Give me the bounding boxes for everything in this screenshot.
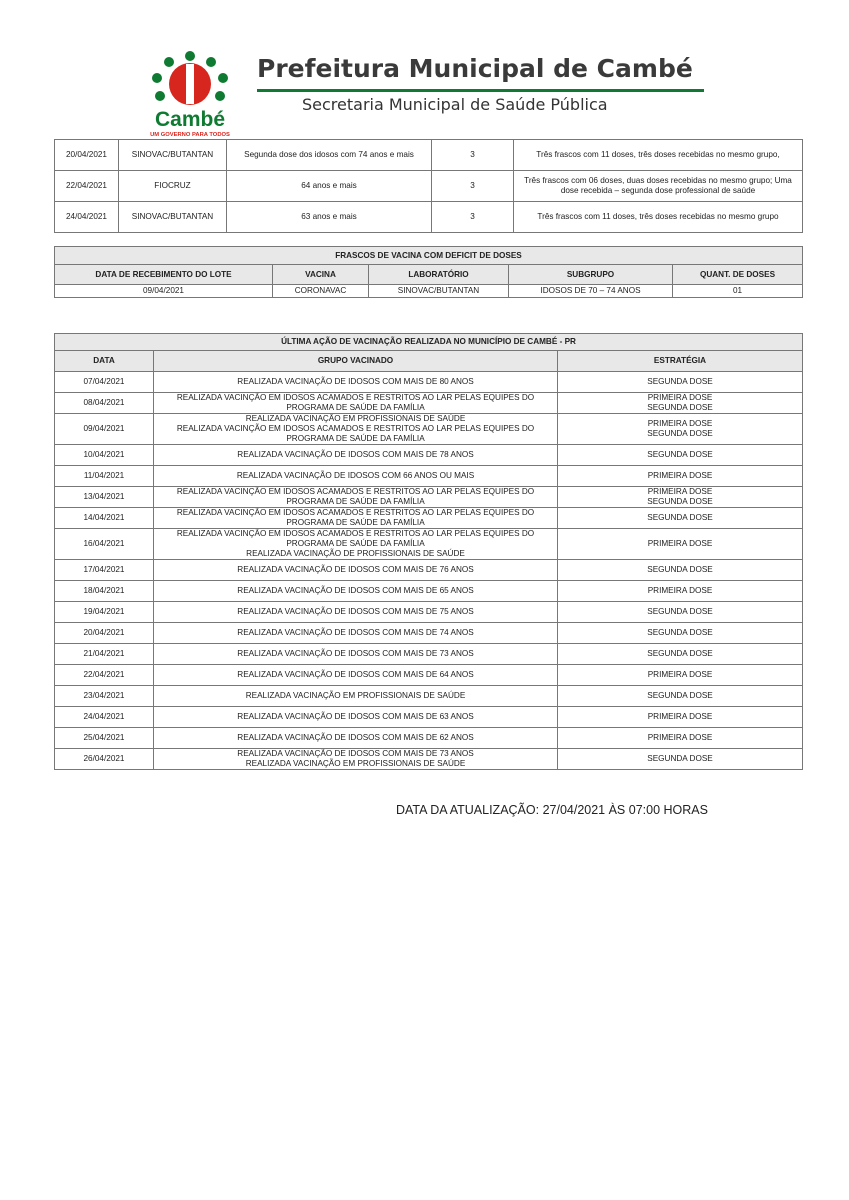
group-cell: REALIZADA VACINAÇÃO DE IDOSOS COM MAIS DE 78 ANOS — [154, 445, 558, 466]
date-cell: 23/04/2021 — [55, 686, 154, 707]
group-cell: REALIZADA VACINAÇÃO DE IDOSOS COM MAIS DE 80 ANOS — [154, 372, 558, 393]
column-header: LABORATÓRIO — [369, 265, 509, 285]
strategy-cell: SEGUNDA DOSE — [558, 644, 803, 665]
group-cell: REALIZADA VACINAÇÃO EM PROFISSIONAIS DE SAÚDE — [154, 686, 558, 707]
lab-cell: SINOVAC/BUTANTAN — [119, 202, 227, 233]
group-cell: 63 anos e mais — [227, 202, 432, 233]
date-cell: 20/04/2021 — [55, 623, 154, 644]
table-row — [55, 728, 803, 749]
lab-cell: FIOCRUZ — [119, 171, 227, 202]
strategy-cell: SEGUNDA DOSE — [558, 372, 803, 393]
date-cell: 14/04/2021 — [55, 508, 154, 529]
group-cell: REALIZADA VACINAÇÃO DE IDOSOS COM MAIS DE 74 ANOS — [154, 623, 558, 644]
date-cell: 07/04/2021 — [55, 372, 154, 393]
vaccination-actions-table — [54, 333, 803, 770]
table-row — [55, 445, 803, 466]
table-cell: IDOSOS DE 70 – 74 ANOS — [509, 285, 673, 298]
group-cell: REALIZADA VACINAÇÃO DE IDOSOS COM MAIS DE 65 ANOS — [154, 581, 558, 602]
group-cell: REALIZADA VACINAÇÃO EM PROFISSIONAIS DE SAÚDE REALIZADA VACINÇÃO EM IDOSOS ACAMADOS E RESTRITOS AO LAR PELAS EQUIPES DO PROGRAMA DE SAÚDE DA FAMÍLIA — [154, 414, 558, 445]
group-cell: REALIZADA VACINÇÃO EM IDOSOS ACAMADOS E RESTRITOS AO LAR PELAS EQUIPES DO PROGRAMA DE SAÚDE DA FAMÍLIA — [154, 487, 558, 508]
table-row — [55, 171, 803, 202]
table-row — [55, 644, 803, 665]
group-cell: REALIZADA VACINAÇÃO DE IDOSOS COM MAIS DE 73 ANOS — [154, 644, 558, 665]
table-row — [55, 686, 803, 707]
title-divider — [257, 89, 704, 92]
date-cell: 25/04/2021 — [55, 728, 154, 749]
strategy-cell: PRIMEIRA DOSE — [558, 581, 803, 602]
strategy-cell: SEGUNDA DOSE — [558, 623, 803, 644]
note-cell: Três frascos com 11 doses, três doses recebidas no mesmo grupo, — [514, 140, 803, 171]
date-cell: 13/04/2021 — [55, 487, 154, 508]
strategy-cell: SEGUNDA DOSE — [558, 602, 803, 623]
date-cell: 24/04/2021 — [55, 707, 154, 728]
update-timestamp: DATA DA ATUALIZAÇÃO: 27/04/2021 ÀS 07:00 HORAS — [396, 803, 708, 817]
date-cell: 17/04/2021 — [55, 560, 154, 581]
date-cell: 16/04/2021 — [55, 529, 154, 560]
strategy-cell: PRIMEIRA DOSE — [558, 728, 803, 749]
strategy-cell: PRIMEIRA DOSE SEGUNDA DOSE — [558, 487, 803, 508]
group-cell: REALIZADA VACINÇÃO EM IDOSOS ACAMADOS E RESTRITOS AO LAR PELAS EQUIPES DO PROGRAMA DE SAÚDE DA FAMÍLIA — [154, 393, 558, 414]
table-row — [55, 623, 803, 644]
date-cell: 22/04/2021 — [55, 665, 154, 686]
date-cell: 11/04/2021 — [55, 466, 154, 487]
strategy-cell: PRIMEIRA DOSE SEGUNDA DOSE — [558, 414, 803, 445]
group-cell: REALIZADA VACINAÇÃO DE IDOSOS COM MAIS DE 64 ANOS — [154, 665, 558, 686]
lab-cell: SINOVAC/BUTANTAN — [119, 140, 227, 171]
strategy-cell: SEGUNDA DOSE — [558, 508, 803, 529]
strategy-cell: SEGUNDA DOSE — [558, 686, 803, 707]
strategy-cell: PRIMEIRA DOSE — [558, 529, 803, 560]
date-cell: 26/04/2021 — [55, 749, 154, 770]
table-row — [55, 508, 803, 529]
strategy-cell: SEGUNDA DOSE — [558, 445, 803, 466]
strategy-cell: PRIMEIRA DOSE — [558, 665, 803, 686]
group-cell: REALIZADA VACINAÇÃO DE IDOSOS COM MAIS DE 75 ANOS — [154, 602, 558, 623]
group-cell: 64 anos e mais — [227, 171, 432, 202]
table-cell: 09/04/2021 — [55, 285, 273, 298]
column-header: GRUPO VACINADO — [154, 351, 558, 372]
page-subtitle: Secretaria Municipal de Saúde Pública — [302, 95, 608, 114]
cambe-logo — [140, 48, 240, 138]
quantity-cell: 3 — [432, 202, 514, 233]
date-cell: 18/04/2021 — [55, 581, 154, 602]
actions-caption: ÚLTIMA AÇÃO DE VACINAÇÃO REALIZADA NO MUNICÍPIO DE CAMBÉ - PR — [55, 334, 803, 351]
note-cell: Três frascos com 06 doses, duas doses recebidas no mesmo grupo; Uma dose recebida – segunda dose professional de saúde — [514, 171, 803, 202]
note-cell: Três frascos com 11 doses, três doses recebidas no mesmo grupo — [514, 202, 803, 233]
group-cell: REALIZADA VACINAÇÃO DE IDOSOS COM MAIS DE 73 ANOS REALIZADA VACINAÇÃO EM PROFISSIONAIS DE SAÚDE — [154, 749, 558, 770]
table-cell: CORONAVAC — [273, 285, 369, 298]
table-row — [55, 560, 803, 581]
table-row — [55, 466, 803, 487]
date-cell: 22/04/2021 — [55, 171, 119, 202]
group-cell: REALIZADA VACINAÇÃO DE IDOSOS COM 66 ANOS OU MAIS — [154, 466, 558, 487]
table-row — [55, 285, 803, 298]
strategy-cell: SEGUNDA DOSE — [558, 749, 803, 770]
page-title: Prefeitura Municipal de Cambé — [257, 54, 693, 83]
column-header: ESTRATÉGIA — [558, 351, 803, 372]
group-cell: REALIZADA VACINAÇÃO DE IDOSOS COM MAIS DE 76 ANOS — [154, 560, 558, 581]
table-row — [55, 393, 803, 414]
table-cell: 01 — [673, 285, 803, 298]
table-row — [55, 749, 803, 770]
group-cell: REALIZADA VACINÇÃO EM IDOSOS ACAMADOS E RESTRITOS AO LAR PELAS EQUIPES DO PROGRAMA DE SAÚDE DA FAMÍLIA REALIZADA VACINAÇÃO DE PROFISSIONAIS DE SAÚDE — [154, 529, 558, 560]
deficit-caption: FRASCOS DE VACINA COM DEFICIT DE DOSES — [55, 247, 803, 265]
table-row — [55, 581, 803, 602]
table-row — [55, 707, 803, 728]
table-row — [55, 140, 803, 171]
column-header: SUBGRUPO — [509, 265, 673, 285]
table-row — [55, 665, 803, 686]
group-cell: Segunda dose dos idosos com 74 anos e mais — [227, 140, 432, 171]
strategy-cell: PRIMEIRA DOSE — [558, 466, 803, 487]
received-doses-table — [54, 139, 803, 233]
strategy-cell: SEGUNDA DOSE — [558, 560, 803, 581]
table-row — [55, 487, 803, 508]
logo-slogan: UM GOVERNO PARA TODOS — [150, 132, 230, 138]
date-cell: 20/04/2021 — [55, 140, 119, 171]
group-cell: REALIZADA VACINAÇÃO DE IDOSOS COM MAIS DE 62 ANOS — [154, 728, 558, 749]
table-row — [55, 602, 803, 623]
group-cell: REALIZADA VACINÇÃO EM IDOSOS ACAMADOS E RESTRITOS AO LAR PELAS EQUIPES DO PROGRAMA DE SAÚDE DA FAMÍLIA — [154, 508, 558, 529]
date-cell: 08/04/2021 — [55, 393, 154, 414]
deficit-table — [54, 246, 803, 298]
date-cell: 19/04/2021 — [55, 602, 154, 623]
table-cell: SINOVAC/BUTANTAN — [369, 285, 509, 298]
quantity-cell: 3 — [432, 140, 514, 171]
quantity-cell: 3 — [432, 171, 514, 202]
table-row — [55, 202, 803, 233]
column-header: QUANT. DE DOSES — [673, 265, 803, 285]
table-row — [55, 372, 803, 393]
strategy-cell: PRIMEIRA DOSE — [558, 707, 803, 728]
column-header: DATA DE RECEBIMENTO DO LOTE — [55, 265, 273, 285]
table-row — [55, 529, 803, 560]
strategy-cell: PRIMEIRA DOSE SEGUNDA DOSE — [558, 393, 803, 414]
date-cell: 09/04/2021 — [55, 414, 154, 445]
column-header: DATA — [55, 351, 154, 372]
date-cell: 24/04/2021 — [55, 202, 119, 233]
page-header — [140, 48, 720, 140]
table-row — [55, 414, 803, 445]
logo-text: Cambé — [154, 108, 226, 131]
column-header: VACINA — [273, 265, 369, 285]
date-cell: 21/04/2021 — [55, 644, 154, 665]
date-cell: 10/04/2021 — [55, 445, 154, 466]
group-cell: REALIZADA VACINAÇÃO DE IDOSOS COM MAIS DE 63 ANOS — [154, 707, 558, 728]
